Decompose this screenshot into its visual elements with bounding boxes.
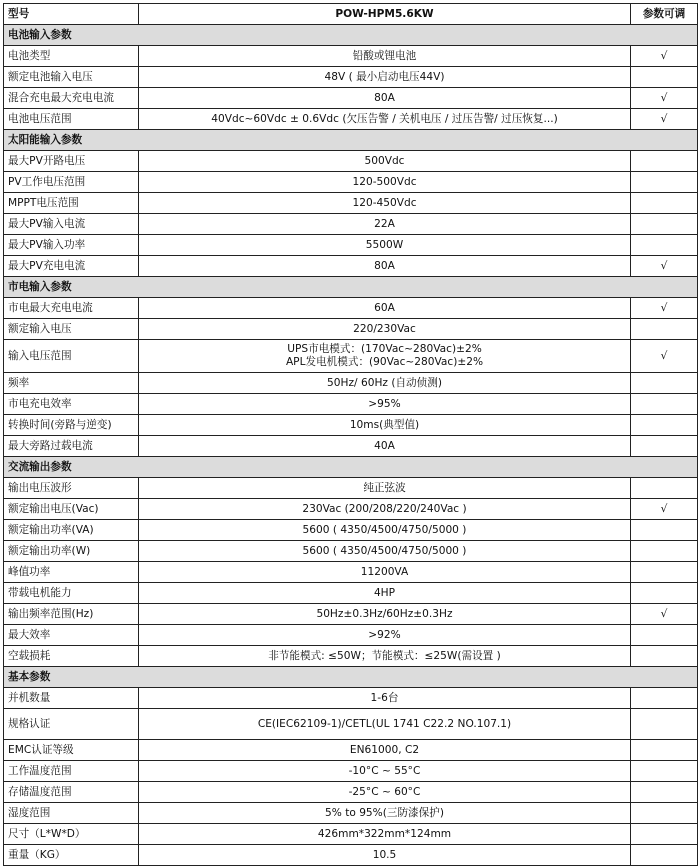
parameter-name: 重量（KG）	[4, 845, 139, 866]
value-line: -10°C ~ 55°C	[348, 764, 421, 777]
parameter-value	[139, 172, 631, 193]
table-row	[4, 394, 698, 415]
table-row	[4, 256, 698, 277]
value-line: 60A	[374, 301, 395, 314]
value-line: >92%	[368, 628, 401, 641]
adjustable-check	[631, 625, 698, 646]
value-line: UPS市电模式：(170Vac~280Vac)±2%	[287, 343, 482, 355]
section-title: 基本参数	[4, 667, 698, 688]
parameter-name: 峰值功率	[4, 562, 139, 583]
parameter-name: 额定输出功率(W)	[4, 541, 139, 562]
parameter-name: 最大PV输入电流	[4, 214, 139, 235]
value-line: 220/230Vac	[353, 322, 416, 335]
spec-table	[3, 3, 698, 866]
parameter-value	[139, 604, 631, 625]
adjustable-check	[631, 688, 698, 709]
value-line: 4HP	[373, 586, 396, 599]
adjustable-check: √	[631, 298, 698, 319]
table-row	[4, 541, 698, 562]
parameter-name: 混合充电最大充电电流	[4, 88, 139, 109]
value-line: 40Vdc~60Vdc ± 0.6Vdc (欠压告警 / 关机电压 / 过压告警/ 过压恢复...)	[211, 112, 558, 125]
parameter-name: 带载电机能力	[4, 583, 139, 604]
table-row	[4, 172, 698, 193]
parameter-name: 转换时间(旁路与逆变)	[4, 415, 139, 436]
table-row	[4, 782, 698, 803]
parameter-name: 市电充电效率	[4, 394, 139, 415]
parameter-value	[139, 520, 631, 541]
section-title: 市电输入参数	[4, 277, 698, 298]
table-row	[4, 709, 698, 740]
parameter-name: 输出电压波形	[4, 478, 139, 499]
table-row	[4, 845, 698, 866]
parameter-name: MPPT电压范围	[4, 193, 139, 214]
value-line: 5% to 95%(三防漆保护)	[325, 806, 444, 819]
value-line: EN61000, C2	[349, 743, 420, 756]
parameter-value	[139, 319, 631, 340]
parameter-value	[139, 740, 631, 761]
table-row	[4, 46, 698, 67]
value-line: 22A	[374, 217, 395, 230]
parameter-value	[139, 298, 631, 319]
table-row	[4, 625, 698, 646]
adjustable-check	[631, 415, 698, 436]
table-row	[4, 499, 698, 520]
parameter-name: 最大PV开路电压	[4, 151, 139, 172]
value-line: 11200VA	[360, 565, 409, 578]
section-header-row	[4, 277, 698, 298]
adjustable-check	[631, 803, 698, 824]
parameter-value	[139, 88, 631, 109]
adjustable-check	[631, 172, 698, 193]
parameter-name: 最大PV充电电流	[4, 256, 139, 277]
section-title: 交流输出参数	[4, 457, 698, 478]
table-header-row	[4, 4, 698, 25]
value-line: 426mm*322mm*124mm	[317, 827, 452, 840]
parameter-name: 电池电压范围	[4, 109, 139, 130]
section-header-row	[4, 130, 698, 151]
adjustable-check	[631, 235, 698, 256]
table-row	[4, 151, 698, 172]
parameter-value	[139, 151, 631, 172]
adjustable-check	[631, 541, 698, 562]
section-header-row	[4, 457, 698, 478]
table-row	[4, 583, 698, 604]
table-row	[4, 193, 698, 214]
adjustable-check	[631, 761, 698, 782]
parameter-value	[139, 340, 631, 373]
parameter-value	[139, 688, 631, 709]
parameter-name: 输入电压范围	[4, 340, 139, 373]
parameter-value	[139, 235, 631, 256]
adjustable-check	[631, 583, 698, 604]
adjustable-check: √	[631, 340, 698, 373]
parameter-name: 输出频率范围(Hz)	[4, 604, 139, 625]
table-row	[4, 214, 698, 235]
adjustable-check: √	[631, 256, 698, 277]
table-row	[4, 109, 698, 130]
parameter-value	[139, 46, 631, 67]
parameter-name: 频率	[4, 373, 139, 394]
parameter-name: 额定输出功率(VA)	[4, 520, 139, 541]
value-line: 5500W	[365, 238, 404, 251]
parameter-value	[139, 256, 631, 277]
parameter-name: 湿度范围	[4, 803, 139, 824]
adjustable-check: √	[631, 46, 698, 67]
value-line: 5600 ( 4350/4500/4750/5000 )	[302, 523, 467, 536]
table-row	[4, 646, 698, 667]
value-line: 1-6台	[370, 691, 399, 704]
parameter-value	[139, 782, 631, 803]
value-line: -25°C ~ 60°C	[348, 785, 421, 798]
adjustable-header: 参数可调	[631, 4, 698, 25]
value-line: 230Vac (200/208/220/240Vac )	[302, 502, 467, 515]
parameter-name: 额定输出电压(Vac)	[4, 499, 139, 520]
value-line: 50Hz±0.3Hz/60Hz±0.3Hz	[316, 607, 453, 620]
adjustable-check	[631, 740, 698, 761]
value-line: 40A	[374, 439, 395, 452]
parameter-name: 市电最大充电电流	[4, 298, 139, 319]
value-line: 120-500Vdc	[352, 175, 417, 188]
parameter-value	[139, 761, 631, 782]
adjustable-check	[631, 478, 698, 499]
value-line: 80A	[374, 259, 395, 272]
parameter-name: 空载损耗	[4, 646, 139, 667]
section-header-row	[4, 667, 698, 688]
table-row	[4, 319, 698, 340]
parameter-name: 并机数量	[4, 688, 139, 709]
parameter-name: 规格认证	[4, 709, 139, 740]
parameter-value	[139, 394, 631, 415]
parameter-value	[139, 499, 631, 520]
table-row	[4, 67, 698, 88]
adjustable-check	[631, 394, 698, 415]
parameter-value	[139, 541, 631, 562]
spec-table-body	[4, 4, 698, 866]
parameter-value	[139, 845, 631, 866]
adjustable-check	[631, 782, 698, 803]
value-line: 10.5	[372, 848, 397, 861]
table-row	[4, 740, 698, 761]
value-line: 5600 ( 4350/4500/4750/5000 )	[302, 544, 467, 557]
parameter-name: 最大PV输入功率	[4, 235, 139, 256]
parameter-name: 额定电池输入电压	[4, 67, 139, 88]
value-line: 纯正弦波	[363, 481, 406, 494]
value-line: 10ms(典型值)	[349, 418, 420, 431]
model-label: 型号	[4, 4, 139, 25]
value-line: 48V ( 最小启动电压44V)	[324, 70, 445, 83]
value-line: 非节能模式: ≤50W；节能模式：≤25W(需设置 )	[268, 649, 501, 662]
adjustable-check	[631, 67, 698, 88]
adjustable-check	[631, 193, 698, 214]
table-row	[4, 415, 698, 436]
table-row	[4, 604, 698, 625]
parameter-value	[139, 709, 631, 740]
parameter-value	[139, 625, 631, 646]
value-line: 铅酸或锂电池	[352, 49, 417, 62]
parameter-value	[139, 562, 631, 583]
table-row	[4, 824, 698, 845]
value-line: 50Hz/ 60Hz (自动侦测)	[327, 376, 442, 389]
adjustable-check	[631, 845, 698, 866]
parameter-value	[139, 193, 631, 214]
adjustable-check: √	[631, 109, 698, 130]
adjustable-check	[631, 436, 698, 457]
parameter-name: 最大效率	[4, 625, 139, 646]
adjustable-check	[631, 319, 698, 340]
table-row	[4, 373, 698, 394]
table-row	[4, 761, 698, 782]
parameter-name: 存储温度范围	[4, 782, 139, 803]
value-line: APL发电机模式：(90Vac~280Vac)±2%	[285, 356, 484, 368]
parameter-name: 电池类型	[4, 46, 139, 67]
value-line: 80A	[374, 91, 395, 104]
table-row	[4, 88, 698, 109]
adjustable-check: √	[631, 88, 698, 109]
table-row	[4, 803, 698, 824]
adjustable-check: √	[631, 604, 698, 625]
table-row	[4, 436, 698, 457]
section-title: 太阳能输入参数	[4, 130, 698, 151]
parameter-value	[139, 109, 631, 130]
table-row	[4, 340, 698, 373]
value-line: CE(IEC62109-1)/CETL(UL 1741 C22.2 NO.107.1)	[257, 717, 512, 730]
model-value: POW-HPM5.6KW	[139, 4, 631, 25]
parameter-value	[139, 583, 631, 604]
table-row	[4, 298, 698, 319]
adjustable-check	[631, 562, 698, 583]
parameter-value	[139, 824, 631, 845]
section-title: 电池输入参数	[4, 25, 698, 46]
parameter-value	[139, 373, 631, 394]
parameter-name: 工作温度范围	[4, 761, 139, 782]
parameter-name: PV工作电压范围	[4, 172, 139, 193]
parameter-value	[139, 478, 631, 499]
table-row	[4, 235, 698, 256]
value-line: >95%	[368, 397, 401, 410]
parameter-value	[139, 415, 631, 436]
table-row	[4, 688, 698, 709]
adjustable-check	[631, 214, 698, 235]
value-line: 500Vdc	[364, 154, 405, 167]
adjustable-check	[631, 151, 698, 172]
adjustable-check	[631, 824, 698, 845]
table-row	[4, 562, 698, 583]
parameter-name: 最大旁路过载电流	[4, 436, 139, 457]
parameter-name: 额定输入电压	[4, 319, 139, 340]
table-row	[4, 478, 698, 499]
parameter-name: EMC认证等级	[4, 740, 139, 761]
adjustable-check	[631, 373, 698, 394]
value-line: 120-450Vdc	[352, 196, 417, 209]
parameter-name: 尺寸（L*W*D）	[4, 824, 139, 845]
parameter-value	[139, 436, 631, 457]
table-row	[4, 520, 698, 541]
parameter-value	[139, 67, 631, 88]
adjustable-check	[631, 520, 698, 541]
parameter-value	[139, 803, 631, 824]
section-header-row	[4, 25, 698, 46]
parameter-value	[139, 646, 631, 667]
adjustable-check	[631, 646, 698, 667]
parameter-value	[139, 214, 631, 235]
adjustable-check	[631, 709, 698, 740]
adjustable-check: √	[631, 499, 698, 520]
